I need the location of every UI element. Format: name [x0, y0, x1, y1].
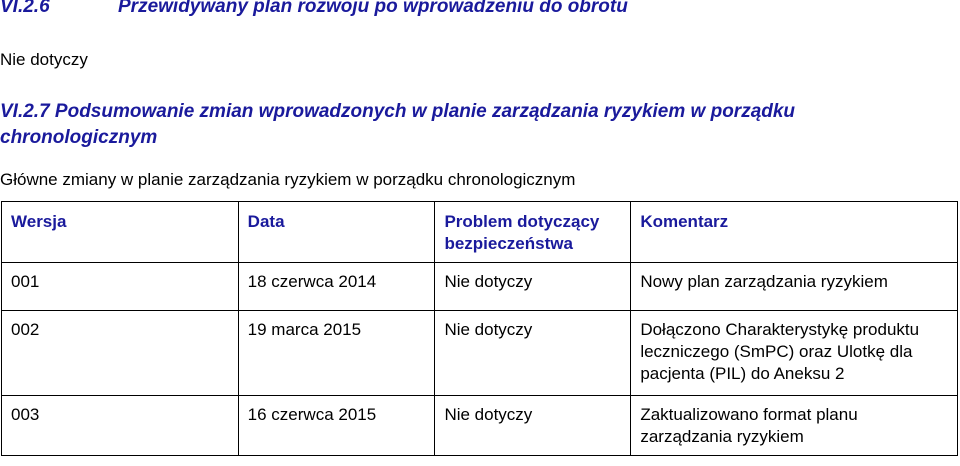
- section-626-body: Nie dotyczy: [0, 50, 88, 69]
- cell-comment: Zaktualizowano format planu zarządzania ryzykiem: [631, 396, 958, 456]
- table-row: [2, 311, 958, 396]
- cell-date: 16 czerwca 2015: [238, 396, 435, 456]
- cell-safety-issue: Nie dotyczy: [435, 396, 631, 456]
- cell-date: 19 marca 2015: [238, 311, 435, 396]
- header-version: Wersja: [2, 202, 239, 263]
- cell-comment: Dołączono Charakterystykę produktu leczniczego (SmPC) oraz Ulotkę dla pacjenta (PIL) do Aneksu 2: [631, 311, 958, 396]
- table-header-row: [2, 202, 958, 263]
- cell-comment: Nowy plan zarządzania ryzykiem: [631, 263, 958, 311]
- header-date: Data: [238, 202, 435, 263]
- revision-table: [1, 201, 958, 456]
- table-row: [2, 263, 958, 311]
- section-626-heading: [0, 0, 628, 18]
- header-safety-issue: Problem dotyczący bezpieczeństwa: [435, 202, 631, 263]
- cell-safety-issue: Nie dotyczy: [435, 311, 631, 396]
- cell-safety-issue: Nie dotyczy: [435, 263, 631, 311]
- cell-version: 003: [2, 396, 239, 456]
- header-comment: Komentarz: [631, 202, 958, 263]
- section-627-heading: VI.2.7 Podsumowanie zmian wprowadzonych w planie zarządzania ryzykiem w porządku chronologicznym: [0, 101, 796, 148]
- table-row: [2, 396, 958, 456]
- section-626-title: Przewidywany plan rozwoju po wprowadzeniu do obrotu: [118, 0, 628, 17]
- cell-version: 001: [2, 263, 239, 311]
- section-626-number: VI.2.6: [0, 0, 50, 17]
- cell-version: 002: [2, 311, 239, 396]
- section-627-intro: Główne zmiany w planie zarządzania ryzykiem w porządku chronologicznym: [0, 170, 576, 189]
- cell-date: 18 czerwca 2014: [238, 263, 435, 311]
